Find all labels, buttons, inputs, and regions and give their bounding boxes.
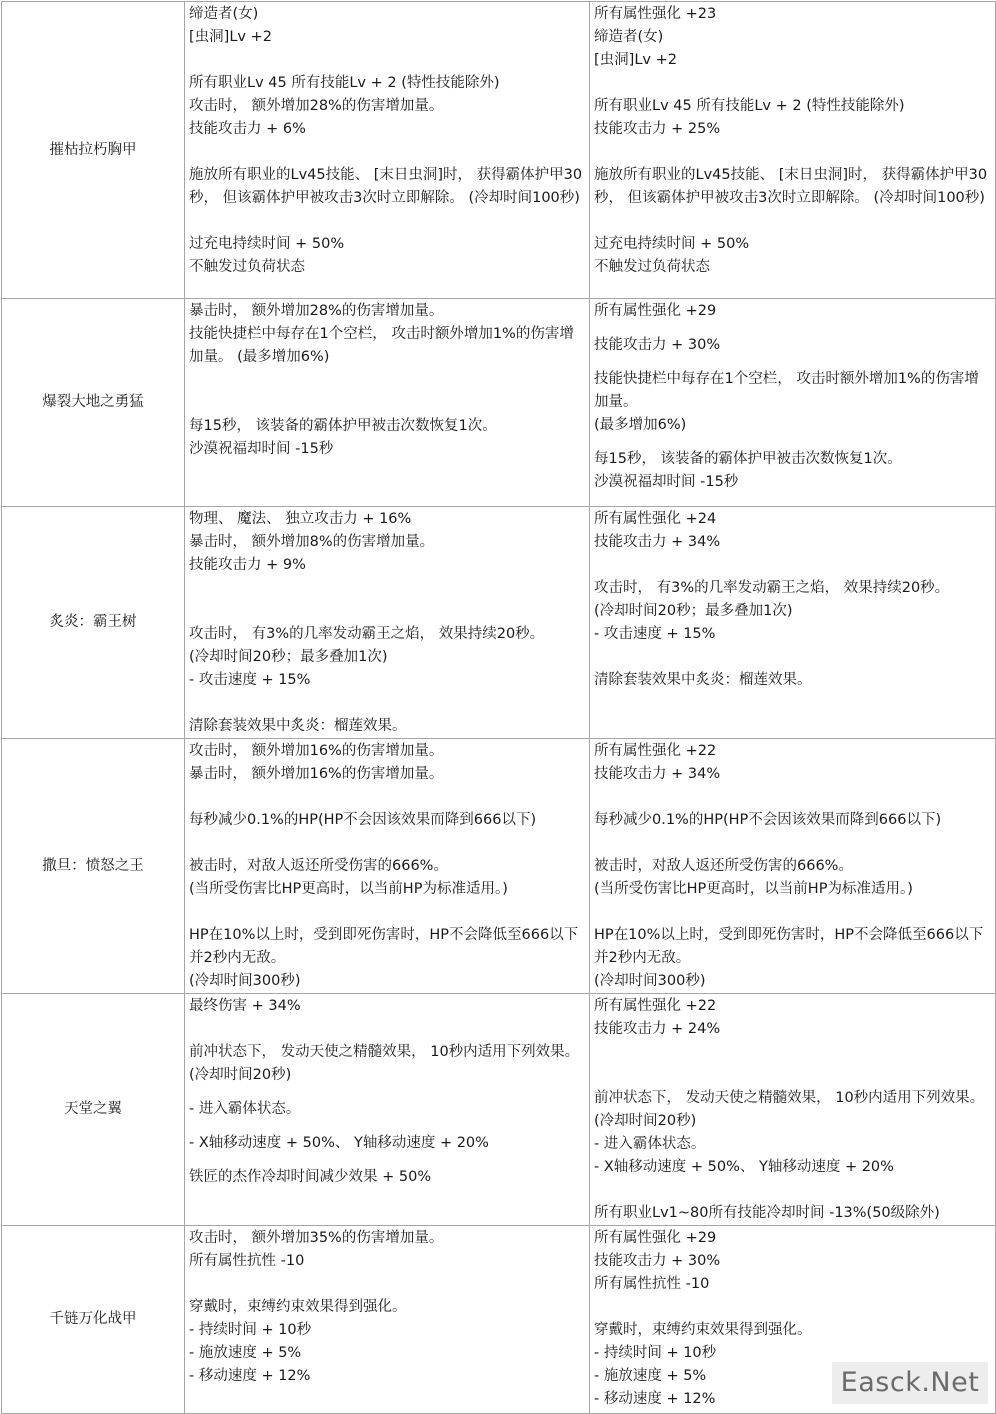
effect-line: 物理、 魔法、 独立攻击力 + 16% — [189, 511, 412, 527]
effect-line: 技能攻击力 + 9% — [189, 557, 306, 573]
spacer — [189, 832, 585, 855]
effect-line: 攻击时， 额外增加28%的伤害增加量。 — [189, 98, 444, 114]
spacer — [594, 437, 991, 448]
item-name: 千链万化战甲 — [49, 1311, 137, 1327]
spacer — [189, 1121, 585, 1132]
effect-line: 所有职业Lv1~80所有技能冷却时间 -13%(50级除外) — [594, 1205, 940, 1221]
table-row — [2, 507, 996, 739]
old-effects-cell — [185, 994, 590, 1226]
old-effects-cell — [185, 1226, 590, 1414]
effect-line: - 施放速度 + 5% — [189, 1345, 302, 1361]
effect-line: (冷却时间20秒；最多叠加1次) — [189, 649, 388, 665]
item-name: 摧枯拉朽胸甲 — [49, 141, 137, 158]
effect-line: 攻击时， 额外增加35%的伤害增加量。 — [189, 1230, 444, 1246]
effect-line: 所有属性强化 +23 — [594, 6, 717, 22]
effect-line: HP在10%以上时，受到即死伤害时，HP不会降低至666以下并2秒内无敌。 — [594, 927, 984, 966]
spacer — [189, 1087, 585, 1098]
effect-line: 沙漠祝福却时间 -15秒 — [189, 441, 334, 457]
spacer — [594, 72, 991, 95]
effect-line: 所有属性抗性 -10 — [189, 1253, 305, 1269]
effect-line: (冷却时间20秒；最多叠加1次) — [594, 603, 793, 619]
spacer — [594, 646, 991, 669]
effect-line: 每秒减少0.1%的HP(HP不会因该效果而降到666以下) — [594, 812, 942, 828]
effect-line: - 攻击速度 + 15% — [594, 626, 716, 642]
item-name-cell — [2, 739, 185, 994]
effect-line: (最多增加6%) — [594, 417, 687, 433]
effect-line: - 持续时间 + 10秒 — [189, 1322, 312, 1338]
effect-line: - 进入霸体状态。 — [189, 1101, 301, 1117]
effect-line: (当所受伤害比HP更高时，以当前HP为标准适用。) — [189, 881, 508, 897]
item-name-cell — [2, 299, 185, 507]
item-name-cell — [2, 1226, 185, 1414]
spacer — [189, 692, 585, 715]
effect-line: (冷却时间300秒) — [189, 973, 301, 989]
new-effects-cell — [590, 739, 996, 994]
effect-line: 技能快捷栏中每存在1个空栏， 攻击时额外增加1%的伤害增加量。 (最多增加6%) — [189, 326, 574, 365]
effect-line: 技能攻击力 + 30% — [594, 337, 721, 353]
effect-line: 穿戴时，束缚约束效果得到强化。 — [189, 1299, 407, 1315]
effect-line: 暴击时， 额外增加28%的伤害增加量。 — [189, 303, 444, 319]
effect-line: HP在10%以上时，受到即死伤害时，HP不会降低至666以下并2秒内无敌。 — [189, 927, 579, 966]
effect-line: 所有职业Lv 45 所有技能Lv + 2 (特性技能除外) — [189, 75, 500, 91]
watermark-logo: Easck.Net — [832, 1362, 988, 1404]
effect-line: - 攻击速度 + 15% — [189, 672, 311, 688]
old-effects-cell — [185, 299, 590, 507]
item-name-cell — [2, 507, 185, 739]
effect-line: 暴击时， 额外增加8%的伤害增加量。 — [189, 534, 435, 550]
item-name-cell — [2, 994, 185, 1226]
effect-line: 技能攻击力 + 24% — [594, 1021, 721, 1037]
effect-line: 技能攻击力 + 34% — [594, 766, 721, 782]
effect-line: 清除套装效果中炙炎：榴莲效果。 — [594, 672, 812, 688]
spacer — [594, 1179, 991, 1202]
effect-line: 技能攻击力 + 34% — [594, 534, 721, 550]
effect-line: 每15秒， 该装备的霸体护甲被击次数恢复1次。 — [594, 451, 902, 467]
table-row — [2, 994, 996, 1226]
spacer — [189, 210, 585, 233]
effect-line: [虫洞]Lv +2 — [594, 52, 677, 68]
effect-line: 每15秒， 该装备的霸体护甲被击次数恢复1次。 — [189, 418, 497, 434]
spacer — [189, 1273, 585, 1296]
new-effects-cell — [590, 507, 996, 739]
spacer — [594, 210, 991, 233]
effect-line: (当所受伤害比HP更高时，以当前HP为标准适用。) — [594, 881, 913, 897]
effect-line: 所有职业Lv 45 所有技能Lv + 2 (特性技能除外) — [594, 98, 905, 114]
effect-line: 过充电持续时间 + 50% — [189, 236, 345, 252]
effect-line: (冷却时间300秒) — [594, 973, 706, 989]
table-row — [2, 2, 996, 299]
effect-line: - 施放速度 + 5% — [594, 1368, 707, 1384]
effect-line: 所有属性强化 +24 — [594, 511, 717, 527]
spacer — [594, 786, 991, 809]
effect-line: - 持续时间 + 10秒 — [594, 1345, 717, 1361]
effect-line: 每秒减少0.1%的HP(HP不会因该效果而降到666以下) — [189, 812, 537, 828]
spacer — [594, 357, 991, 368]
spacer — [189, 1018, 585, 1041]
effect-line: 攻击时， 额外增加16%的伤害增加量。 — [189, 743, 444, 759]
effect-line: 施放所有职业的Lv45技能、 [末日虫洞]时， 获得霸体护甲30秒， 但该霸体护甲被攻击3次时立即解除。 (冷却时间100秒) — [189, 167, 583, 206]
effect-line: 攻击时， 有3%的几率发动霸王之焰， 效果持续20秒。 — [594, 580, 950, 596]
effect-line: 沙漠祝福却时间 -15秒 — [594, 474, 739, 490]
spacer — [189, 786, 585, 809]
spacer — [594, 323, 991, 334]
spacer — [189, 1155, 585, 1166]
effect-line: 前冲状态下， 发动天使之精髓效果， 10秒内适用下列效果。(冷却时间20秒) — [594, 1090, 985, 1129]
old-effects-cell — [185, 507, 590, 739]
effect-line: 被击时，对敌人返还所受伤害的666%。 — [189, 858, 448, 874]
item-name: 天堂之翼 — [64, 1101, 122, 1117]
effect-line: 所有属性强化 +22 — [594, 743, 717, 759]
old-effects-cell — [185, 2, 590, 299]
spacer — [594, 554, 991, 577]
equipment-comparison-table — [1, 1, 996, 1414]
spacer — [594, 1041, 991, 1064]
effect-line: 施放所有职业的Lv45技能、 [末日虫洞]时， 获得霸体护甲30秒， 但该霸体护甲被攻击3次时立即解除。 (冷却时间100秒) — [594, 167, 988, 206]
effect-line: 缔造者(女) — [189, 6, 259, 22]
effect-line: 所有属性强化 +29 — [594, 303, 717, 319]
effect-line: 技能攻击力 + 6% — [189, 121, 306, 137]
effect-line: - 移动速度 + 12% — [189, 1368, 311, 1384]
spacer — [594, 832, 991, 855]
spacer — [594, 1296, 991, 1319]
item-name: 爆裂大地之勇猛 — [42, 394, 144, 410]
effect-line: 所有属性强化 +29 — [594, 1230, 717, 1246]
spacer — [594, 901, 991, 924]
item-name: 炙炎：霸王树 — [49, 614, 137, 630]
effect-line: [虫洞]Lv +2 — [189, 29, 272, 45]
effect-line: - X轴移动速度 + 50%、 Y轴移动速度 + 20% — [189, 1135, 489, 1151]
spacer — [189, 577, 585, 600]
new-effects-cell — [590, 2, 996, 299]
effect-line: 技能攻击力 + 30% — [594, 1253, 721, 1269]
spacer — [189, 49, 585, 72]
effect-line: 暴击时， 额外增加16%的伤害增加量。 — [189, 766, 444, 782]
effect-line: 技能攻击力 + 25% — [594, 121, 721, 137]
effect-line: 所有属性强化 +22 — [594, 998, 717, 1014]
effect-line: 攻击时， 有3%的几率发动霸王之焰， 效果持续20秒。 — [189, 626, 545, 642]
effect-line: - 移动速度 + 12% — [594, 1391, 716, 1407]
old-effects-cell — [185, 739, 590, 994]
effect-line: 技能快捷栏中每存在1个空栏， 攻击时额外增加1%的伤害增加量。 — [594, 371, 979, 410]
new-effects-cell — [590, 994, 996, 1226]
effect-line: 清除套装效果中炙炎：榴莲效果。 — [189, 718, 407, 734]
effect-line: 穿戴时，束缚约束效果得到强化。 — [594, 1322, 812, 1338]
table-row — [2, 299, 996, 507]
effect-line: 不触发过负荷状态 — [594, 259, 710, 275]
spacer — [189, 141, 585, 164]
spacer — [189, 392, 585, 415]
effect-line: 不触发过负荷状态 — [189, 259, 305, 275]
table-row — [2, 739, 996, 994]
effect-line: 被击时，对敌人返还所受伤害的666%。 — [594, 858, 853, 874]
spacer — [189, 901, 585, 924]
effect-line: - 进入霸体状态。 — [594, 1136, 706, 1152]
new-effects-cell — [590, 299, 996, 507]
item-name-cell — [2, 2, 185, 299]
effect-line: 前冲状态下， 发动天使之精髓效果， 10秒内适用下列效果。(冷却时间20秒) — [189, 1044, 580, 1083]
spacer — [594, 1064, 991, 1087]
effect-line: 过充电持续时间 + 50% — [594, 236, 750, 252]
effect-line: - X轴移动速度 + 50%、 Y轴移动速度 + 20% — [594, 1159, 894, 1175]
effect-line: 缔造者(女) — [594, 29, 664, 45]
spacer — [594, 141, 991, 164]
spacer — [189, 369, 585, 392]
effect-line: 最终伤害 + 34% — [189, 998, 301, 1014]
effect-line: 所有属性抗性 -10 — [594, 1276, 710, 1292]
spacer — [189, 600, 585, 623]
item-name: 撒旦：愤怒之王 — [42, 857, 144, 874]
effect-line: 铁匠的杰作冷却时间减少效果 + 50% — [189, 1169, 432, 1185]
